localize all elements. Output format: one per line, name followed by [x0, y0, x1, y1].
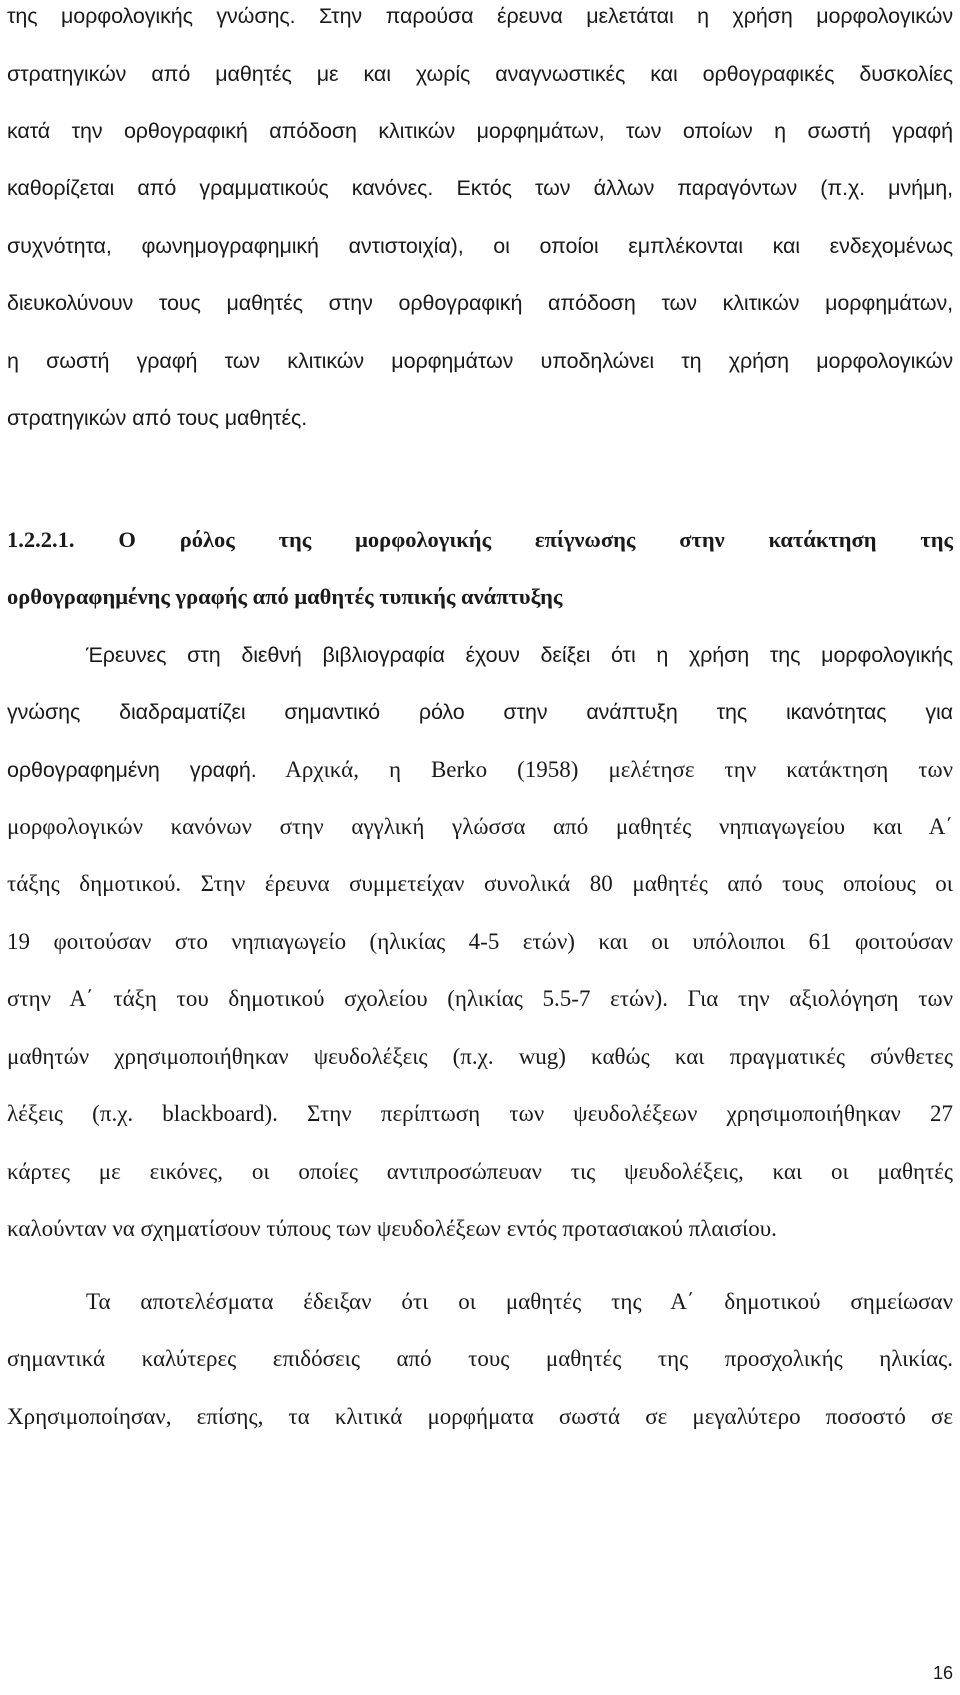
page-number: 16: [932, 1663, 953, 1683]
text-fragment: ορθογραφημένη γραφή.: [7, 758, 257, 782]
heading-line: ορθογραφημένης γραφής από μαθητές τυπικής ανάπτυξης: [7, 584, 563, 609]
text-fragment: Στην παρούσα έρευνα μελετάται η χρήση μορφολογικών: [295, 4, 954, 28]
text-line: Έρευνες στη διεθνή βιβλιογραφία έχουν δείξει ότι η χρήση της μορφολογικής: [86, 643, 953, 667]
text-line: στρατηγικών από τους μαθητές.: [7, 406, 308, 430]
text-line: [7, 755, 953, 785]
text-line: 19 φοιτούσαν στο νηπιαγωγείο (ηλικίας 4-5 ετών) και οι υπόλοιποι 61 φοιτούσαν: [7, 929, 953, 954]
text-line: καθορίζεται από γραμματικούς κανόνες. Εκτός των άλλων παραγόντων (π.χ. μνήμη,: [7, 176, 953, 200]
text-line: κάρτες με εικόνες, οι οποίες αντιπροσώπευαν τις ψευδολέξεις, και οι μαθητές: [7, 1159, 953, 1184]
text-line: λέξεις (π.χ. blackboard). Στην περίπτωση των ψευδολέξεων χρησιμοποιήθηκαν 27: [7, 1101, 953, 1126]
text-line: συχνότητα, φωνημογραφημική αντιστοιχία), οι οποίοι εμπλέκονται και ενδεχομένως: [7, 234, 953, 258]
text-line: Τα αποτελέσματα έδειξαν ότι οι μαθητές της Α΄ δημοτικού σημείωσαν: [86, 1289, 953, 1314]
text-line: μαθητών χρησιμοποιήθηκαν ψευδολέξεις (π.χ. wug) καθώς και πραγματικές σύνθετες: [7, 1044, 953, 1069]
text-line: κατά την ορθογραφική απόδοση κλιτικών μορφημάτων, των οποίων η σωστή γραφή: [7, 119, 953, 143]
text-line: διευκολύνουν τους μαθητές στην ορθογραφική απόδοση των κλιτικών μορφημάτων,: [7, 291, 953, 315]
text-line: σημαντικά καλύτερες επιδόσεις από τους μαθητές της προσχολικής ηλικίας.: [7, 1346, 953, 1371]
text-fragment: τάξης δημοτικού.: [7, 871, 182, 896]
text-line: στην Α΄ τάξη του δημοτικού σχολείου (ηλικίας 5.5-7 ετών). Για την αξιολόγηση των: [7, 986, 953, 1011]
text-fragment: Στην έρευνα συμμετείχαν συνολικά 80 μαθητές από τους οποίους οι: [181, 871, 953, 896]
text-line: καλούνταν να σχηματίσουν τύπους των ψευδολέξεων εντός προτασιακού πλαισίου.: [7, 1216, 777, 1241]
text-line: Χρησιμοποίησαν, επίσης, τα κλιτικά μορφήματα σωστά σε μεγαλύτερο ποσοστό σε: [7, 1404, 953, 1429]
text-line: [7, 1, 953, 31]
text-line: μορφολογικών κανόνων στην αγγλική γλώσσα από μαθητές νηπιαγωγείου και Α΄: [7, 814, 953, 839]
heading-line: 1.2.2.1. Ο ρόλος της μορφολογικής επίγνωσης στην κατάκτηση της: [7, 527, 953, 552]
text-line: [7, 869, 953, 899]
text-fragment: της μορφολογικής γνώσης.: [7, 4, 296, 28]
text-line: γνώσης διαδραματίζει σημαντικό ρόλο στην ανάπτυξη της ικανότητας για: [7, 700, 953, 724]
text-fragment: Αρχικά, η Berko (1958) μελέτησε την κατάκτηση των: [256, 757, 953, 782]
text-line: η σωστή γραφή των κλιτικών μορφημάτων υποδηλώνει τη χρήση μορφολογικών: [7, 349, 953, 373]
text-line: στρατηγικών από μαθητές με και χωρίς αναγνωστικές και ορθογραφικές δυσκολίες: [7, 62, 953, 86]
